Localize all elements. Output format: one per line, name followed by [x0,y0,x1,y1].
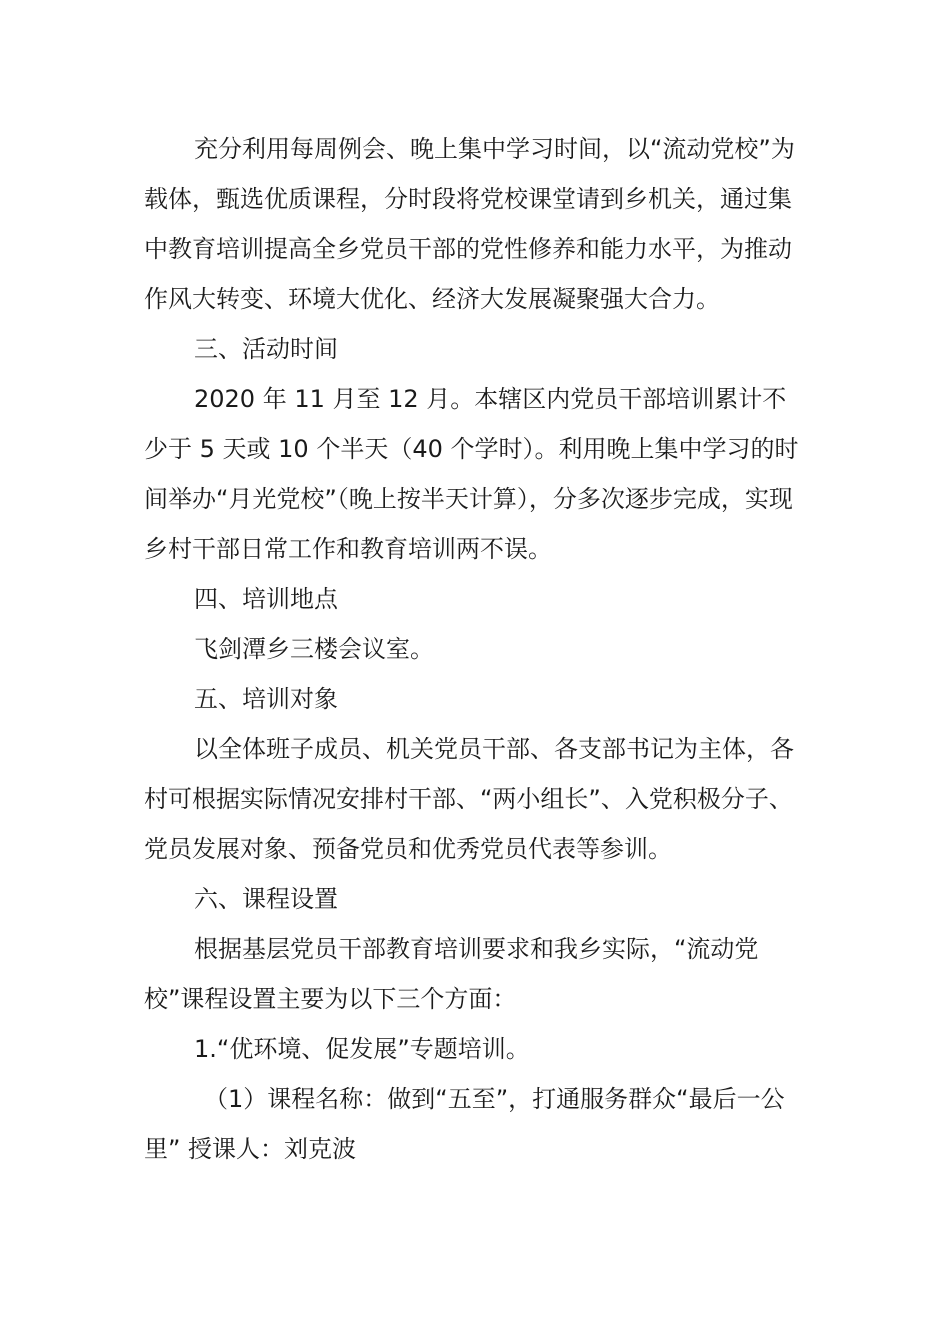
section-heading-training-target: 五、培训对象 [194,685,338,713]
subsection-heading-topic-1: 1.“优环境、促发展”专题培训。 [194,1035,530,1063]
paragraph-training-location: 飞剑潭乡三楼会议室。 [194,635,434,663]
paragraph-course-setup: 根据基层党员干部教育培训要求和我乡实际，“流动党校”课程设置主要为以下三个方面： [144,935,759,1013]
course-item-1: （1）课程名称：做到“五至”，打通服务群众“最后一公里” 授课人：刘克波 [144,1085,785,1163]
document-body [144,124,806,1174]
paragraph-intro: 充分利用每周例会、晚上集中学习时间，以“流动党校”为载体，甄选优质课程，分时段将党校课堂请到乡机关，通过集中教育培训提高全乡党员干部的党性修养和能力水平，为推动作风大转变、环境大优化、经济大发展凝聚强大合力。 [144,135,795,313]
section-heading-activity-time: 三、活动时间 [194,335,338,363]
section-heading-course-setup: 六、课程设置 [194,885,338,913]
paragraph-training-target: 以全体班子成员、机关党员干部、各支部书记为主体，各村可根据实际情况安排村干部、“两小组长”、入党积极分子、党员发展对象、预备党员和优秀党员代表等参训。 [144,735,794,863]
paragraph-activity-time: 2020 年 11 月至 12 月。本辖区内党员干部培训累计不少于 5 天或 10 个半天（40 个学时）。利用晚上集中学习的时间举办“月光党校”（晚上按半天计算），分多次逐步完成，实现乡村干部日常工作和教育培训两不误。 [144,385,799,563]
section-heading-training-location: 四、培训地点 [194,585,338,613]
